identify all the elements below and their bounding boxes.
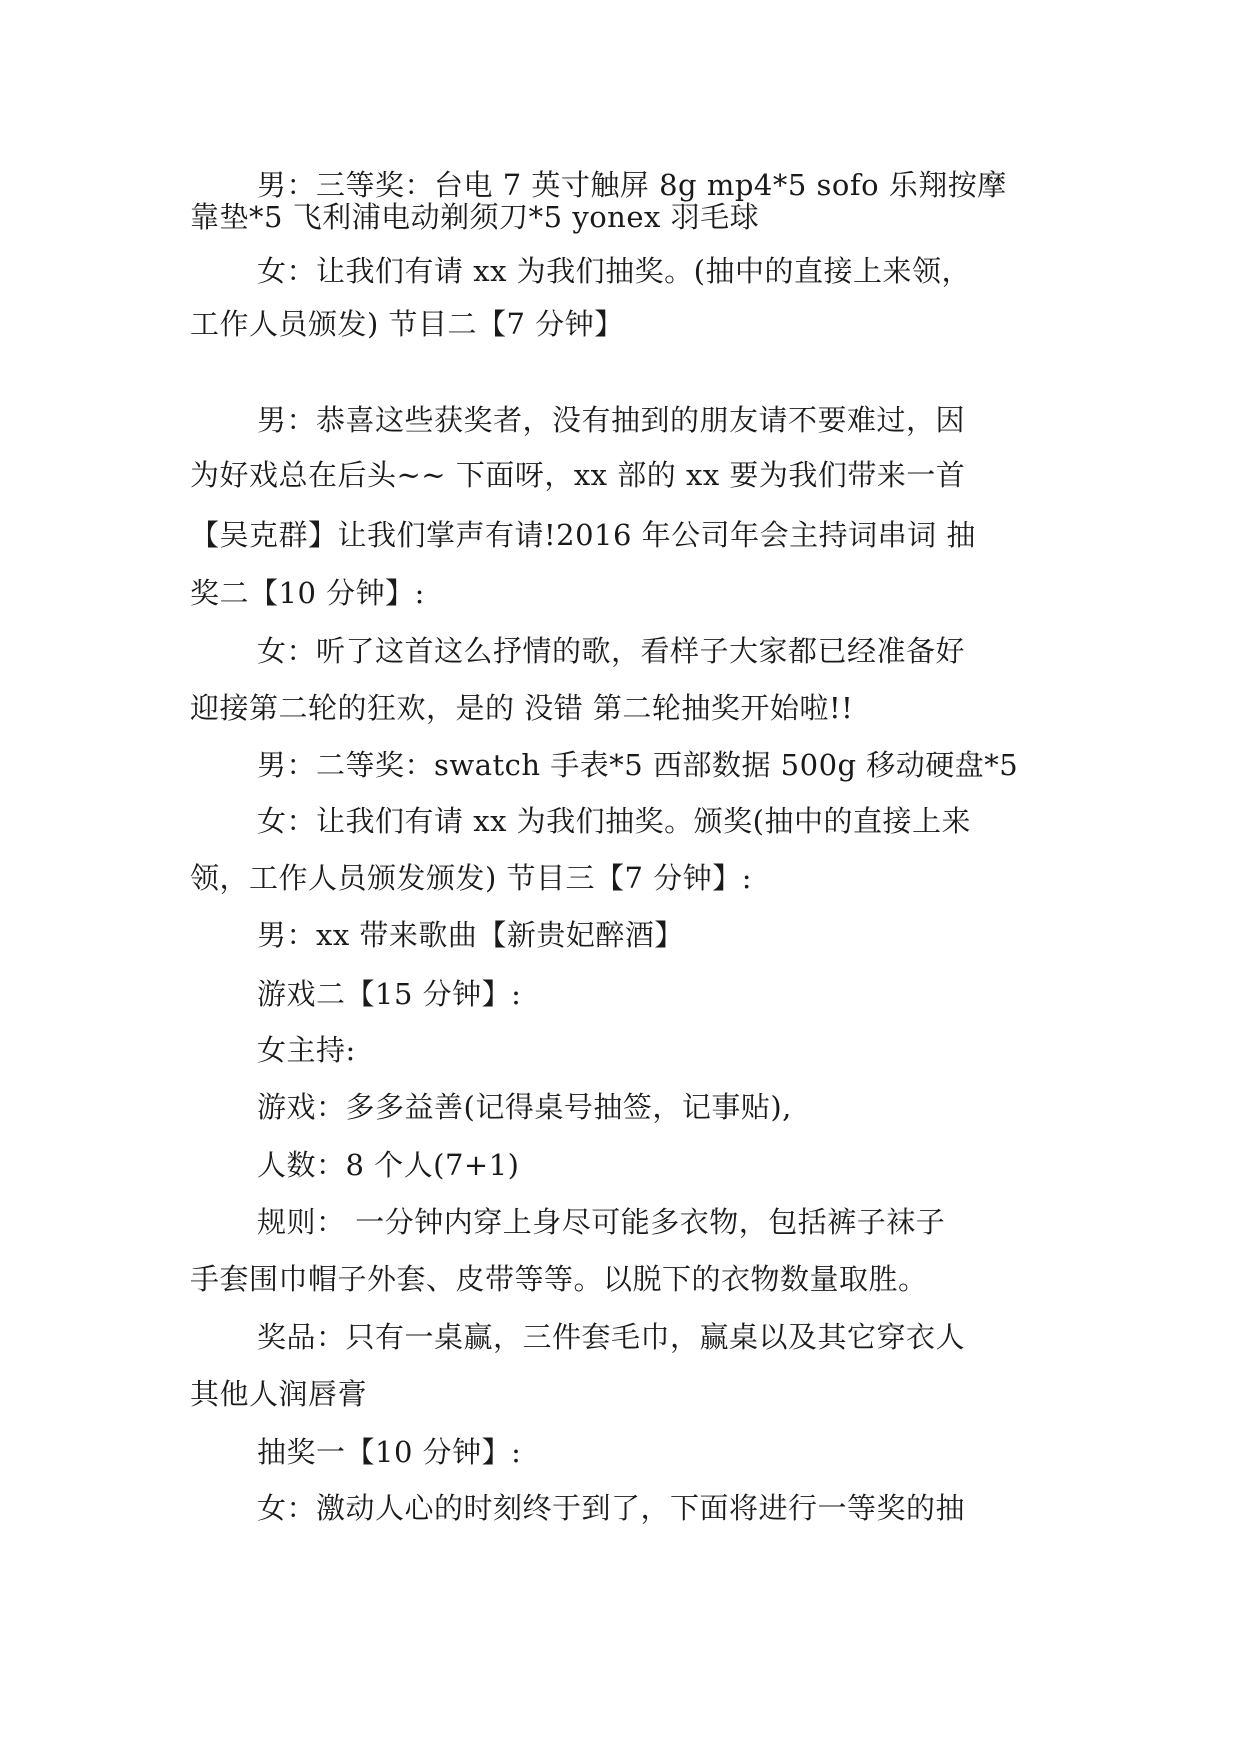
text-line: 迎接第二轮的狂欢，是的 没错 第二轮抽奖开始啦!! — [190, 691, 854, 725]
text-line: 手套围巾帽子外套、皮带等等。以脱下的衣物数量取胜。 — [190, 1262, 928, 1296]
text-line: 女：让我们有请 xx 为我们抽奖。(抽中的直接上来领， — [257, 254, 971, 288]
text-line: 工作人员颁发) 节目二【7 分钟】 — [190, 307, 624, 341]
text-line: 抽奖一【10 分钟】: — [257, 1435, 522, 1469]
text-line: 规则： 一分钟内穿上身尽可能多衣物，包括裤子袜子 — [257, 1205, 946, 1239]
text-line: 男：xx 带来歌曲【新贵妃醉酒】 — [257, 918, 684, 952]
text-line: 奖二【10 分钟】: — [190, 576, 425, 610]
text-line: 男：二等奖：swatch 手表*5 西部数据 500g 移动硬盘*5 — [257, 748, 1019, 782]
text-line: 游戏：多多益善(记得桌号抽签，记事贴), — [257, 1090, 792, 1124]
text-line: 人数：8 个人(7+1) — [257, 1148, 520, 1182]
text-line: 男：恭喜这些获奖者，没有抽到的朋友请不要难过，因 — [257, 403, 966, 437]
text-line: 为好戏总在后头~~ 下面呀，xx 部的 xx 要为我们带来一首 — [190, 458, 966, 492]
text-line: 男：三等奖：台电 7 英寸触屏 8g mp4*5 sofo 乐翔按摩 — [257, 168, 1007, 202]
text-line: 女：激动人心的时刻终于到了，下面将进行一等奖的抽 — [257, 1491, 966, 1525]
text-line: 领，工作人员颁发颁发) 节目三【7 分钟】: — [190, 861, 752, 895]
text-line: 女主持: — [257, 1033, 356, 1067]
text-line: 奖品：只有一桌赢，三件套毛巾，赢桌以及其它穿衣人 — [257, 1320, 966, 1354]
text-line: 女：让我们有请 xx 为我们抽奖。颁奖(抽中的直接上来 — [257, 804, 971, 838]
text-line: 游戏二【15 分钟】: — [257, 977, 522, 1011]
text-line: 【吴克群】让我们掌声有请!2016 年公司年会主持词串词 抽 — [190, 518, 976, 552]
text-line: 女：听了这首这么抒情的歌，看样子大家都已经准备好 — [257, 634, 966, 668]
text-line: 其他人润唇膏 — [190, 1377, 368, 1411]
text-line: 靠垫*5 飞利浦电动剃须刀*5 yonex 羽毛球 — [190, 200, 760, 234]
